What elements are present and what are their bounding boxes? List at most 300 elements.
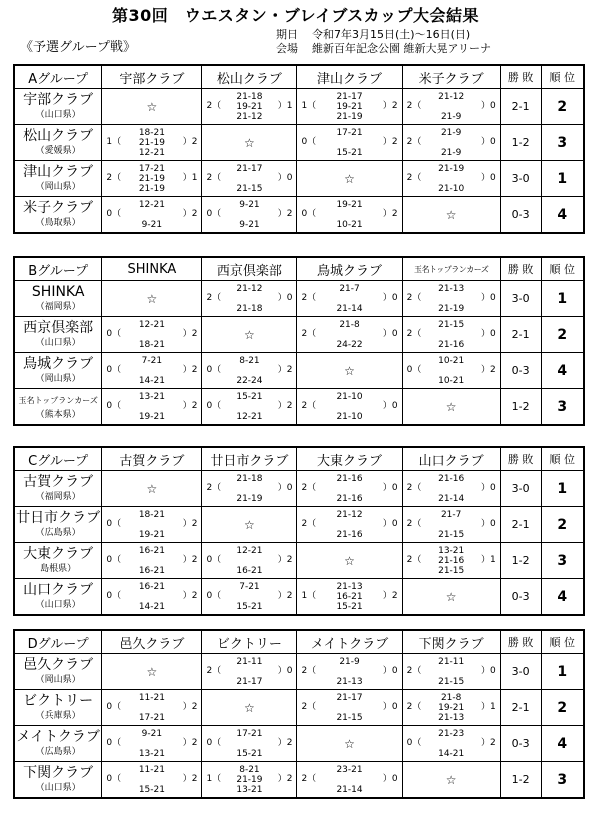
set-score: 21-13: [336, 677, 363, 687]
set-score: 21-13: [336, 582, 363, 592]
set-score: 15-21: [236, 392, 263, 402]
venue-label: 会場: [276, 42, 298, 55]
games-won: 1（: [301, 591, 317, 601]
games-won: 2（: [406, 101, 422, 111]
team-name: ビクトリー: [23, 693, 94, 709]
games-won: 0（: [106, 555, 122, 565]
games-won: 2（: [406, 173, 422, 183]
set-score: 13-21: [138, 749, 165, 759]
match-result: [202, 389, 297, 426]
win-loss-record: 3-0: [500, 161, 541, 197]
set-score: 9-21: [141, 729, 163, 739]
team-row: [14, 317, 584, 353]
set-score: 12-21: [138, 320, 165, 330]
games-lost: ）2: [277, 209, 293, 219]
team-name: 玉名トップランカーズ: [18, 396, 98, 405]
team-name: 廿日市クラブ: [16, 510, 101, 526]
set-score: 10-21: [336, 220, 363, 230]
win-loss-record: 0-3: [500, 197, 541, 234]
self-match-star-icon: ☆: [102, 281, 202, 317]
match-result: [102, 353, 202, 389]
set-score: 21-18: [236, 474, 263, 484]
set-score: 21-16: [438, 340, 465, 350]
games-lost: ）2: [382, 591, 398, 601]
set-score: 17-21: [336, 128, 363, 138]
team-row: [14, 690, 584, 726]
set-score: 21-15: [336, 713, 363, 723]
group-label: Aグループ: [14, 65, 102, 89]
team-name: 邑久クラブ: [23, 657, 94, 673]
games-lost: ）2: [182, 774, 198, 784]
team-cell: [14, 281, 102, 317]
games-won: 0（: [206, 591, 222, 601]
set-score: 21-18: [236, 92, 263, 102]
set-score: 21-19: [236, 775, 263, 785]
group-a: [13, 64, 585, 234]
win-loss-record: 3-0: [500, 654, 541, 690]
set-score: 15-21: [336, 148, 363, 158]
match-result: [402, 281, 500, 317]
set-score: 14-21: [138, 602, 165, 612]
games-won: 0（: [106, 519, 122, 529]
self-match-star-icon: ☆: [297, 543, 402, 579]
games-lost: ）2: [382, 101, 398, 111]
win-loss-record: 1-2: [500, 762, 541, 799]
win-loss-record: 3-0: [500, 471, 541, 507]
match-result: [402, 125, 500, 161]
set-score: 21-16: [438, 556, 465, 566]
set-score: 16-21: [138, 582, 165, 592]
set-score: 21-9: [440, 148, 462, 158]
games-lost: ）0: [480, 101, 496, 111]
team-prefecture: （鳥取県）: [35, 218, 81, 228]
games-lost: ）0: [382, 666, 398, 676]
column-team-header: 下関クラブ: [402, 630, 500, 654]
set-score: 21-15: [438, 320, 465, 330]
games-lost: ）2: [182, 137, 198, 147]
games-lost: ）0: [277, 173, 293, 183]
team-row: [14, 507, 584, 543]
team-rank: 3: [541, 125, 584, 161]
team-name: 山口クラブ: [23, 582, 94, 598]
set-score: 13-21: [438, 546, 465, 556]
set-score: 12-21: [138, 200, 165, 210]
team-cell: [14, 762, 102, 799]
match-result: [102, 161, 202, 197]
team-rank: 1: [541, 471, 584, 507]
set-score: 21-7: [339, 284, 360, 294]
set-score: 21-11: [438, 657, 465, 667]
games-lost: ）2: [480, 365, 496, 375]
team-rank: 4: [541, 579, 584, 616]
group-d: [13, 629, 585, 799]
self-match-star-icon: ☆: [402, 579, 500, 616]
games-lost: ）2: [182, 519, 198, 529]
match-result: [402, 690, 500, 726]
games-lost: ）0: [480, 173, 496, 183]
games-won: 1（: [301, 101, 317, 111]
team-prefecture: 島根県）: [40, 564, 77, 574]
games-won: 0（: [106, 209, 122, 219]
set-score: 21-9: [440, 112, 462, 122]
set-score: 21-19: [236, 494, 263, 504]
rank-header: 順 位: [541, 630, 584, 654]
games-won: 0（: [206, 555, 222, 565]
team-row: [14, 353, 584, 389]
set-score: 19-21: [236, 102, 263, 112]
team-row: [14, 197, 584, 234]
self-match-star-icon: ☆: [102, 654, 202, 690]
team-cell: [14, 317, 102, 353]
match-result: [402, 471, 500, 507]
team-name: 西京倶楽部: [23, 320, 94, 336]
column-team-header: 松山クラブ: [202, 65, 297, 89]
set-score: 10-21: [438, 356, 465, 366]
games-won: 1（: [206, 774, 222, 784]
team-cell: [14, 471, 102, 507]
column-team-header: 鳥城クラブ: [297, 257, 402, 281]
team-row: [14, 389, 584, 426]
games-won: 2（: [301, 519, 317, 529]
games-won: 2（: [206, 483, 222, 493]
set-score: 8-21: [239, 356, 260, 366]
self-match-star-icon: ☆: [202, 690, 297, 726]
games-won: 2（: [406, 555, 422, 565]
set-score: 21-11: [236, 657, 263, 667]
set-score: 21-13: [438, 713, 465, 723]
match-result: [202, 161, 297, 197]
column-team-header: 米子クラブ: [402, 65, 500, 89]
set-score: 17-21: [236, 729, 263, 739]
games-lost: ）1: [182, 173, 198, 183]
team-row: [14, 125, 584, 161]
team-row: [14, 281, 584, 317]
rank-header: 順 位: [541, 257, 584, 281]
set-score: 19-21: [438, 703, 465, 713]
match-result: [297, 125, 402, 161]
team-rank: 3: [541, 762, 584, 799]
games-lost: ）0: [480, 483, 496, 493]
team-rank: 2: [541, 317, 584, 353]
group-label: Dグループ: [14, 630, 102, 654]
games-lost: ）1: [480, 555, 496, 565]
set-score: 18-21: [138, 340, 165, 350]
win-loss-record: 0-3: [500, 579, 541, 616]
wins-losses-header: 勝 敗: [500, 257, 541, 281]
team-rank: 4: [541, 353, 584, 389]
team-cell: [14, 125, 102, 161]
match-result: [402, 543, 500, 579]
column-team-header: ビクトリー: [202, 630, 297, 654]
team-name: メイトクラブ: [16, 729, 100, 745]
self-match-star-icon: ☆: [402, 197, 500, 234]
team-rank: 4: [541, 726, 584, 762]
games-won: 2（: [406, 483, 422, 493]
match-result: [102, 726, 202, 762]
team-prefecture: （山口県）: [35, 338, 81, 348]
set-score: 21-16: [438, 474, 465, 484]
team-name: 宇部クラブ: [23, 92, 94, 108]
team-rank: 4: [541, 197, 584, 234]
games-won: 0（: [206, 401, 222, 411]
win-loss-record: 1-2: [500, 389, 541, 426]
self-match-star-icon: ☆: [102, 471, 202, 507]
match-result: [297, 507, 402, 543]
team-cell: [14, 579, 102, 616]
set-score: 16-21: [138, 566, 165, 576]
event-date: 令和7年3月15日(土)～16日(日): [312, 28, 471, 41]
column-team-header: 大東クラブ: [297, 447, 402, 471]
wins-losses-header: 勝 敗: [500, 630, 541, 654]
set-score: 22-24: [236, 376, 263, 386]
games-won: 0（: [106, 774, 122, 784]
self-match-star-icon: ☆: [402, 762, 500, 799]
team-prefecture: （熊本県）: [35, 410, 81, 420]
games-won: 2（: [301, 401, 317, 411]
win-loss-record: 2-1: [500, 89, 541, 125]
wins-losses-header: 勝 敗: [500, 447, 541, 471]
team-row: [14, 471, 584, 507]
set-score: 10-21: [438, 376, 465, 386]
team-name: 鳥城クラブ: [23, 356, 94, 372]
win-loss-record: 1-2: [500, 543, 541, 579]
set-score: 16-21: [336, 592, 363, 602]
group-label: Cグループ: [14, 447, 102, 471]
team-cell: [14, 161, 102, 197]
set-score: 12-21: [236, 412, 263, 422]
set-score: 21-12: [236, 284, 263, 294]
match-result: [102, 762, 202, 799]
column-team-header: 邑久クラブ: [102, 630, 202, 654]
standings-table: [13, 256, 585, 426]
games-won: 0（: [301, 137, 317, 147]
column-team-header: 津山クラブ: [297, 65, 402, 89]
set-score: 21-9: [339, 657, 360, 667]
win-loss-record: 2-1: [500, 317, 541, 353]
games-won: 0（: [206, 738, 222, 748]
team-prefecture: （岡山県）: [35, 182, 81, 192]
set-score: 21-14: [336, 304, 363, 314]
team-cell: [14, 726, 102, 762]
standings-table: [13, 629, 585, 799]
games-won: 0（: [406, 738, 422, 748]
set-score: 16-21: [236, 566, 263, 576]
set-score: 18-21: [138, 510, 165, 520]
column-team-header: 廿日市クラブ: [202, 447, 297, 471]
team-row: [14, 579, 584, 616]
team-cell: [14, 654, 102, 690]
match-result: [297, 579, 402, 616]
games-won: 2（: [301, 774, 317, 784]
set-score: 21-19: [138, 184, 165, 194]
team-rank: 3: [541, 543, 584, 579]
set-score: 21-15: [438, 566, 465, 576]
games-lost: ）2: [182, 702, 198, 712]
games-lost: ）0: [480, 293, 496, 303]
set-score: 19-21: [336, 102, 363, 112]
set-score: 21-19: [138, 138, 165, 148]
set-score: 21-12: [336, 510, 363, 520]
section-subtitle: 《予選グループ戦》: [20, 40, 136, 55]
games-won: 2（: [406, 293, 422, 303]
games-won: 2（: [206, 666, 222, 676]
match-result: [102, 543, 202, 579]
set-score: 18-21: [138, 128, 165, 138]
match-result: [402, 507, 500, 543]
match-result: [402, 654, 500, 690]
column-team-header: SHINKA: [102, 257, 202, 281]
win-loss-record: 0-3: [500, 353, 541, 389]
set-score: 17-21: [138, 164, 165, 174]
match-result: [202, 654, 297, 690]
match-result: [297, 762, 402, 799]
team-row: [14, 89, 584, 125]
games-won: 0（: [206, 365, 222, 375]
set-score: 15-21: [336, 602, 363, 612]
games-lost: ）0: [382, 774, 398, 784]
set-score: 21-12: [236, 112, 263, 122]
set-score: 21-14: [336, 785, 363, 795]
team-rank: 2: [541, 89, 584, 125]
match-result: [402, 89, 500, 125]
games-lost: ）0: [382, 702, 398, 712]
set-score: 23-21: [336, 765, 363, 775]
games-lost: ）2: [277, 591, 293, 601]
match-result: [297, 197, 402, 234]
match-result: [202, 579, 297, 616]
match-result: [102, 317, 202, 353]
team-prefecture: （山口県）: [35, 110, 81, 120]
games-lost: ）1: [480, 702, 496, 712]
games-lost: ）2: [182, 591, 198, 601]
games-lost: ）0: [382, 519, 398, 529]
set-score: 21-12: [438, 92, 465, 102]
set-score: 21-9: [440, 128, 462, 138]
match-result: [102, 197, 202, 234]
set-score: 17-21: [138, 713, 165, 723]
games-lost: ）0: [277, 483, 293, 493]
set-score: 21-10: [336, 392, 363, 402]
games-lost: ）2: [277, 555, 293, 565]
set-score: 21-14: [438, 494, 465, 504]
team-rank: 2: [541, 507, 584, 543]
set-score: 21-8: [339, 320, 360, 330]
set-score: 21-23: [438, 729, 465, 739]
games-won: 0（: [106, 401, 122, 411]
set-score: 15-21: [138, 785, 165, 795]
set-score: 14-21: [138, 376, 165, 386]
rank-header: 順 位: [541, 447, 584, 471]
set-score: 21-19: [138, 174, 165, 184]
team-cell: [14, 89, 102, 125]
set-score: 21-18: [236, 304, 263, 314]
games-lost: ）0: [480, 329, 496, 339]
set-score: 9-21: [141, 220, 163, 230]
set-score: 21-7: [440, 510, 462, 520]
team-cell: [14, 543, 102, 579]
games-won: 0（: [106, 738, 122, 748]
set-score: 7-21: [239, 582, 260, 592]
team-rank: 1: [541, 161, 584, 197]
games-lost: ）0: [480, 666, 496, 676]
match-result: [402, 353, 500, 389]
match-result: [202, 762, 297, 799]
match-result: [202, 89, 297, 125]
team-rank: 1: [541, 281, 584, 317]
set-score: 15-21: [236, 602, 263, 612]
games-lost: ）0: [382, 329, 398, 339]
team-rank: 3: [541, 389, 584, 426]
match-result: [202, 197, 297, 234]
games-won: 2（: [406, 666, 422, 676]
win-loss-record: 2-1: [500, 690, 541, 726]
rank-header: 順 位: [541, 65, 584, 89]
games-won: 0（: [301, 209, 317, 219]
games-lost: ）2: [277, 401, 293, 411]
games-won: 2（: [406, 702, 422, 712]
games-lost: ）2: [182, 329, 198, 339]
games-lost: ）2: [182, 555, 198, 565]
games-won: 2（: [406, 329, 422, 339]
event-meta: [276, 28, 491, 56]
games-won: 0（: [406, 365, 422, 375]
match-result: [297, 389, 402, 426]
games-won: 2（: [206, 293, 222, 303]
team-cell: [14, 389, 102, 426]
set-score: 21-17: [236, 164, 263, 174]
games-won: 0（: [106, 702, 122, 712]
match-result: [202, 281, 297, 317]
set-score: 24-22: [336, 340, 363, 350]
match-result: [102, 579, 202, 616]
match-result: [297, 89, 402, 125]
self-match-star-icon: ☆: [297, 353, 402, 389]
games-won: 2（: [206, 173, 222, 183]
team-name: 大東クラブ: [23, 546, 94, 562]
match-result: [202, 543, 297, 579]
games-lost: ）2: [277, 365, 293, 375]
games-lost: ）2: [480, 738, 496, 748]
match-result: [297, 654, 402, 690]
match-result: [402, 726, 500, 762]
games-lost: ）0: [277, 293, 293, 303]
set-score: 19-21: [138, 530, 165, 540]
match-result: [202, 471, 297, 507]
set-score: 11-21: [138, 693, 165, 703]
set-score: 21-16: [336, 474, 363, 484]
event-venue: 維新百年記念公園 維新大晃アリーナ: [312, 42, 492, 55]
team-prefecture: （福岡県）: [35, 492, 81, 502]
win-loss-record: 1-2: [500, 125, 541, 161]
set-score: 21-15: [438, 530, 465, 540]
match-result: [202, 353, 297, 389]
match-result: [297, 690, 402, 726]
page-title: 第30回 ウエスタン・ブレイブスカップ大会結果: [111, 6, 480, 25]
match-result: [102, 690, 202, 726]
team-cell: [14, 353, 102, 389]
team-prefecture: （広島県）: [35, 747, 81, 757]
group-label: Bグループ: [14, 257, 102, 281]
games-won: 2（: [206, 101, 222, 111]
team-prefecture: （広島県）: [35, 528, 81, 538]
set-score: 16-21: [138, 546, 165, 556]
team-prefecture: （愛媛県）: [35, 146, 81, 156]
set-score: 21-19: [336, 112, 363, 122]
team-cell: [14, 690, 102, 726]
date-label: 期日: [276, 28, 298, 41]
win-loss-record: 3-0: [500, 281, 541, 317]
group-b: [13, 256, 585, 426]
